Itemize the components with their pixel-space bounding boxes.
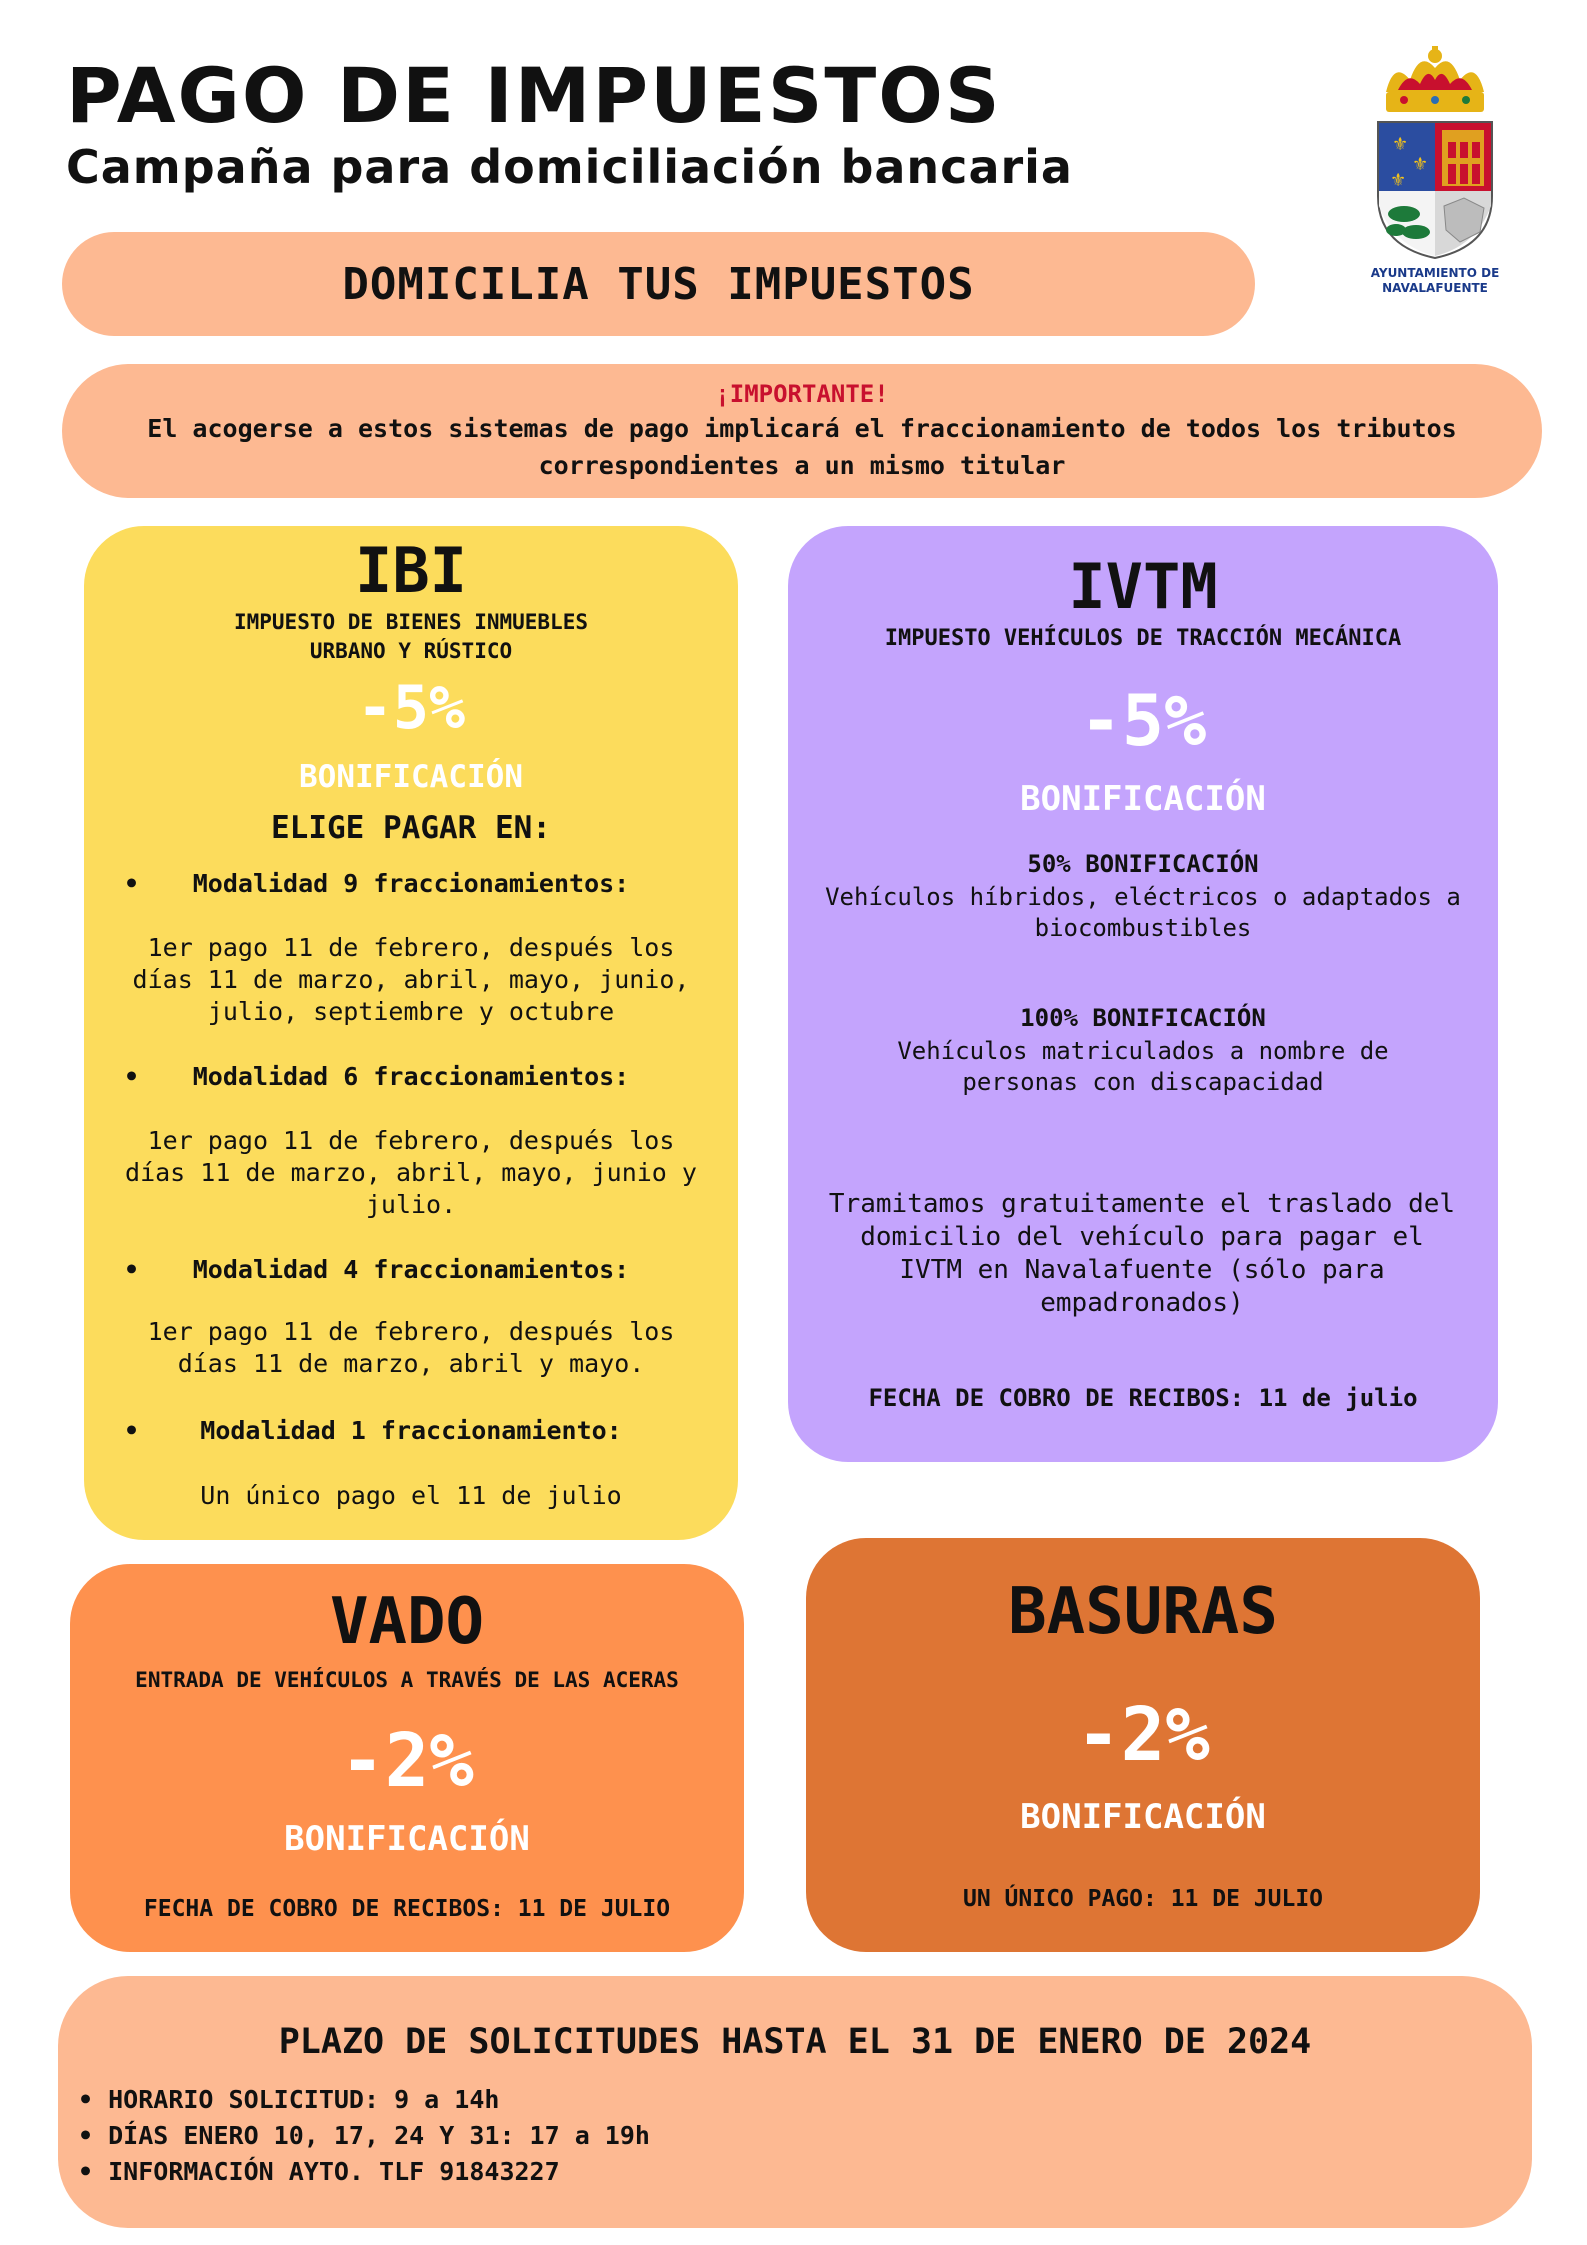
important-notice <box>62 364 1542 498</box>
ibi-discount: -5% <box>356 673 466 743</box>
ivtm-100-text: Vehículos matriculados a nombre de personas con discapacidad <box>897 1037 1389 1096</box>
ibi-desc-1: IMPUESTO DE BIENES INMUEBLES <box>233 610 588 634</box>
basuras-bonificacion-label: BONIFICACIÓN <box>1020 1797 1266 1837</box>
coat-of-arms-icon <box>1364 46 1506 262</box>
ibi-choose-label: ELIGE PAGAR EN: <box>271 810 551 846</box>
important-heading: ¡IMPORTANTE! <box>715 380 889 408</box>
vado-title: VADO <box>329 1585 485 1659</box>
ibi-modality-4-head: • Modalidad 4 fraccionamientos: <box>124 1255 630 1284</box>
plazo-box <box>58 1976 1532 2228</box>
svg-text:⚜: ⚜ <box>1390 170 1407 191</box>
ibi-desc-2: URBANO Y RÚSTICO <box>309 639 513 663</box>
domicilia-banner <box>62 232 1255 336</box>
ibi-title: IBI <box>355 534 467 607</box>
ivtm-50-head: 50% BONIFICACIÓN <box>1027 850 1259 878</box>
important-text: El acogerse a estos sistemas de pago implicará el fraccionamiento de todos los tributos correspondientes a un mismo titular <box>147 414 1457 480</box>
page-title: PAGO DE IMPUESTOS <box>66 51 1002 140</box>
ivtm-card <box>788 526 1498 1462</box>
svg-text:⚜: ⚜ <box>1392 134 1409 155</box>
vado-card <box>70 1564 744 1952</box>
ibi-modality-6-text: 1er pago 11 de febrero, después los días 11 de marzo, abril, mayo, junio y julio. <box>125 1126 697 1219</box>
basuras-discount: -2% <box>1076 1692 1210 1778</box>
basuras-card <box>806 1538 1480 1952</box>
vado-bonificacion-label: BONIFICACIÓN <box>284 1819 530 1859</box>
ivtm-fecha: FECHA DE COBRO DE RECIBOS: 11 de julio <box>868 1384 1418 1412</box>
vado-discount: -2% <box>340 1718 474 1804</box>
ibi-modality-1-head: • Modalidad 1 fraccionamiento: <box>124 1416 622 1445</box>
plazo-item-dias: • DÍAS ENERO 10, 17, 24 Y 31: 17 a 19h <box>78 2121 650 2150</box>
ibi-modality-9-head: • Modalidad 9 fraccionamientos: <box>124 869 630 898</box>
logo-line-2: NAVALAFUENTE <box>1382 281 1488 295</box>
banner-text: DOMICILIA TUS IMPUESTOS <box>342 258 975 310</box>
plazo-heading: PLAZO DE SOLICITUDES HASTA EL 31 DE ENERO DE 2024 <box>278 2022 1312 2062</box>
svg-text:⚜: ⚜ <box>1412 154 1429 175</box>
ivtm-discount: -5% <box>1079 680 1207 762</box>
ivtm-100-head: 100% BONIFICACIÓN <box>1020 1004 1266 1032</box>
basuras-title: BASURAS <box>1008 1575 1278 1649</box>
ibi-modality-6-head: • Modalidad 6 fraccionamientos: <box>124 1062 630 1091</box>
plazo-item-informacion: • INFORMACIÓN AYTO. TLF 91843227 <box>78 2157 560 2186</box>
ibi-bonificacion-label: BONIFICACIÓN <box>299 759 523 795</box>
ivtm-title: IVTM <box>1068 550 1218 623</box>
ivtm-50-text: Vehículos híbridos, eléctricos o adaptados a biocombustibles <box>825 883 1461 942</box>
municipal-logo <box>1364 46 1506 306</box>
ibi-card <box>84 526 738 1540</box>
basuras-fecha: UN ÚNICO PAGO: 11 DE JULIO <box>962 1886 1324 1912</box>
vado-desc: ENTRADA DE VEHÍCULOS A TRAVÉS DE LAS ACERAS <box>135 1668 679 1692</box>
ivtm-traslado-text: Tramitamos gratuitamente el traslado del domicilio del vehículo para pagar el IVTM en Navalafuente (sólo para empadronados) <box>828 1189 1456 1318</box>
ibi-modality-4-text: 1er pago 11 de febrero, después los días 11 de marzo, abril y mayo. <box>147 1317 675 1378</box>
logo-line-1: AYUNTAMIENTO DE <box>1370 266 1500 280</box>
vado-fecha: FECHA DE COBRO DE RECIBOS: 11 DE JULIO <box>143 1896 671 1922</box>
ibi-modality-1-text: Un único pago el 11 de julio <box>200 1481 622 1510</box>
ibi-modality-9-text: 1er pago 11 de febrero, después los días 11 de marzo, abril, mayo, junio, julio, septiembre y octubre <box>132 933 690 1026</box>
plazo-item-horario: • HORARIO SOLICITUD: 9 a 14h <box>78 2085 500 2114</box>
ivtm-bonificacion-label: BONIFICACIÓN <box>1020 779 1266 819</box>
page-subtitle: Campaña para domiciliación bancaria <box>66 140 1073 194</box>
plazo-list <box>78 2082 650 2190</box>
ivtm-desc: IMPUESTO VEHÍCULOS DE TRACCIÓN MECÁNICA <box>884 626 1402 651</box>
